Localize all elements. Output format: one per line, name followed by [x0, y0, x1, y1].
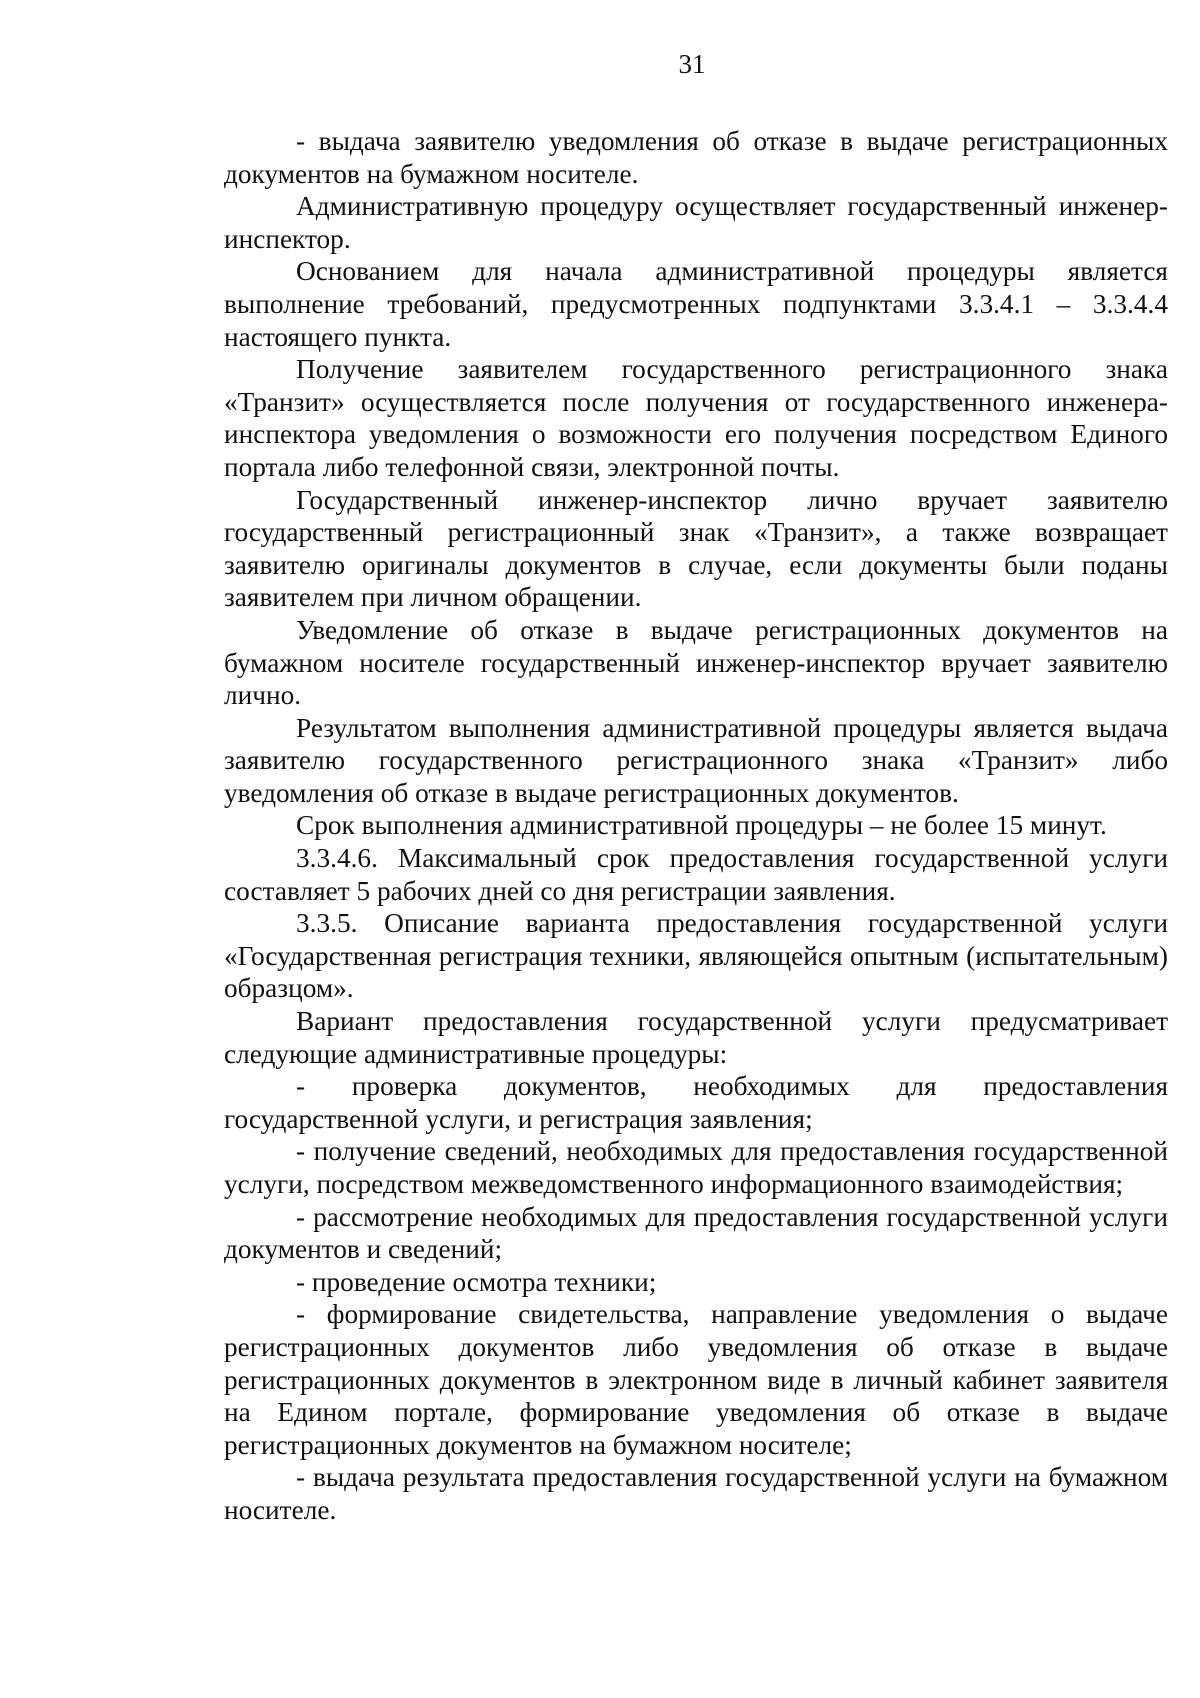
paragraph: Получение заявителем государственного регистрационного знака «Транзит» осуществляется после получения от государственного инженера-инспектора уведомления о возможности его получения посредством Единого портала либо телефонной связи, электронной почты. [224, 354, 1168, 482]
paragraph: Основанием для начала административной процедуры является выполнение требований, предусмотренных подпунктами 3.3.4.1 – 3.3.4.4 настоящего пункта. [224, 256, 1168, 352]
paragraph: Срок выполнения административной процедуры – не более 15 минут. [296, 810, 1107, 841]
list-item: - выдача результата предоставления государственной услуги на бумажном носителе. [224, 1462, 1168, 1525]
list-item: - проверка документов, необходимых для предоставления государственной услуги, и регистрация заявления; [224, 1071, 1168, 1134]
list-item: - формирование свидетельства, направление уведомления о выдаче регистрационных документов либо уведомления об отказе в выдаче регистрационных документов в электронном виде в личный кабинет заявителя на Едином портале, формирование уведомления об отказе в выдаче регистрационных документов на бумажном носителе; [224, 1299, 1168, 1460]
paragraph: Уведомление об отказе в выдаче регистрационных документов на бумажном носителе государственный инженер-инспектор вручает заявителю лично. [224, 614, 1168, 711]
paragraph: Административную процедуру осуществляет государственный инженер-инспектор. [224, 191, 1168, 254]
paragraph: Результатом выполнения административной процедуры является выдача заявителю государственного регистрационного знака «Транзит» либо уведомления об отказе в выдаче регистрационных документов. [224, 712, 1168, 808]
list-item: - получение сведений, необходимых для предоставления государственной услуги, посредством межведомственного информационного взаимодействия; [224, 1136, 1168, 1199]
section-paragraph: 3.3.4.6. Максимальный срок предоставления государственной услуги составляет 5 рабочих дней со дня регистрации заявления. [224, 843, 1168, 906]
paragraph: - выдача заявителю уведомления об отказе в выдаче регистрационных документов на бумажном носителе. [224, 126, 1168, 189]
section-heading-paragraph: 3.3.5. Описание варианта предоставления государственной услуги «Государственная регистрация техники, являющейся опытным (испытательным) образцом». [224, 908, 1168, 1004]
paragraph: Вариант предоставления государственной услуги предусматривает следующие административные процедуры: [224, 1006, 1168, 1069]
paragraph: Государственный инженер-инспектор лично вручает заявителю государственный регистрационный знак «Транзит», а также возвращает заявителю оригиналы документов в случае, если документы были поданы заявителем при личном обращении. [224, 484, 1168, 613]
page-number: 31 [678, 49, 706, 79]
document-body [224, 125, 1168, 1527]
list-item: - рассмотрение необходимых для предоставления государственной услуги документов и сведений; [224, 1201, 1168, 1265]
list-item: - проведение осмотра техники; [296, 1266, 657, 1297]
